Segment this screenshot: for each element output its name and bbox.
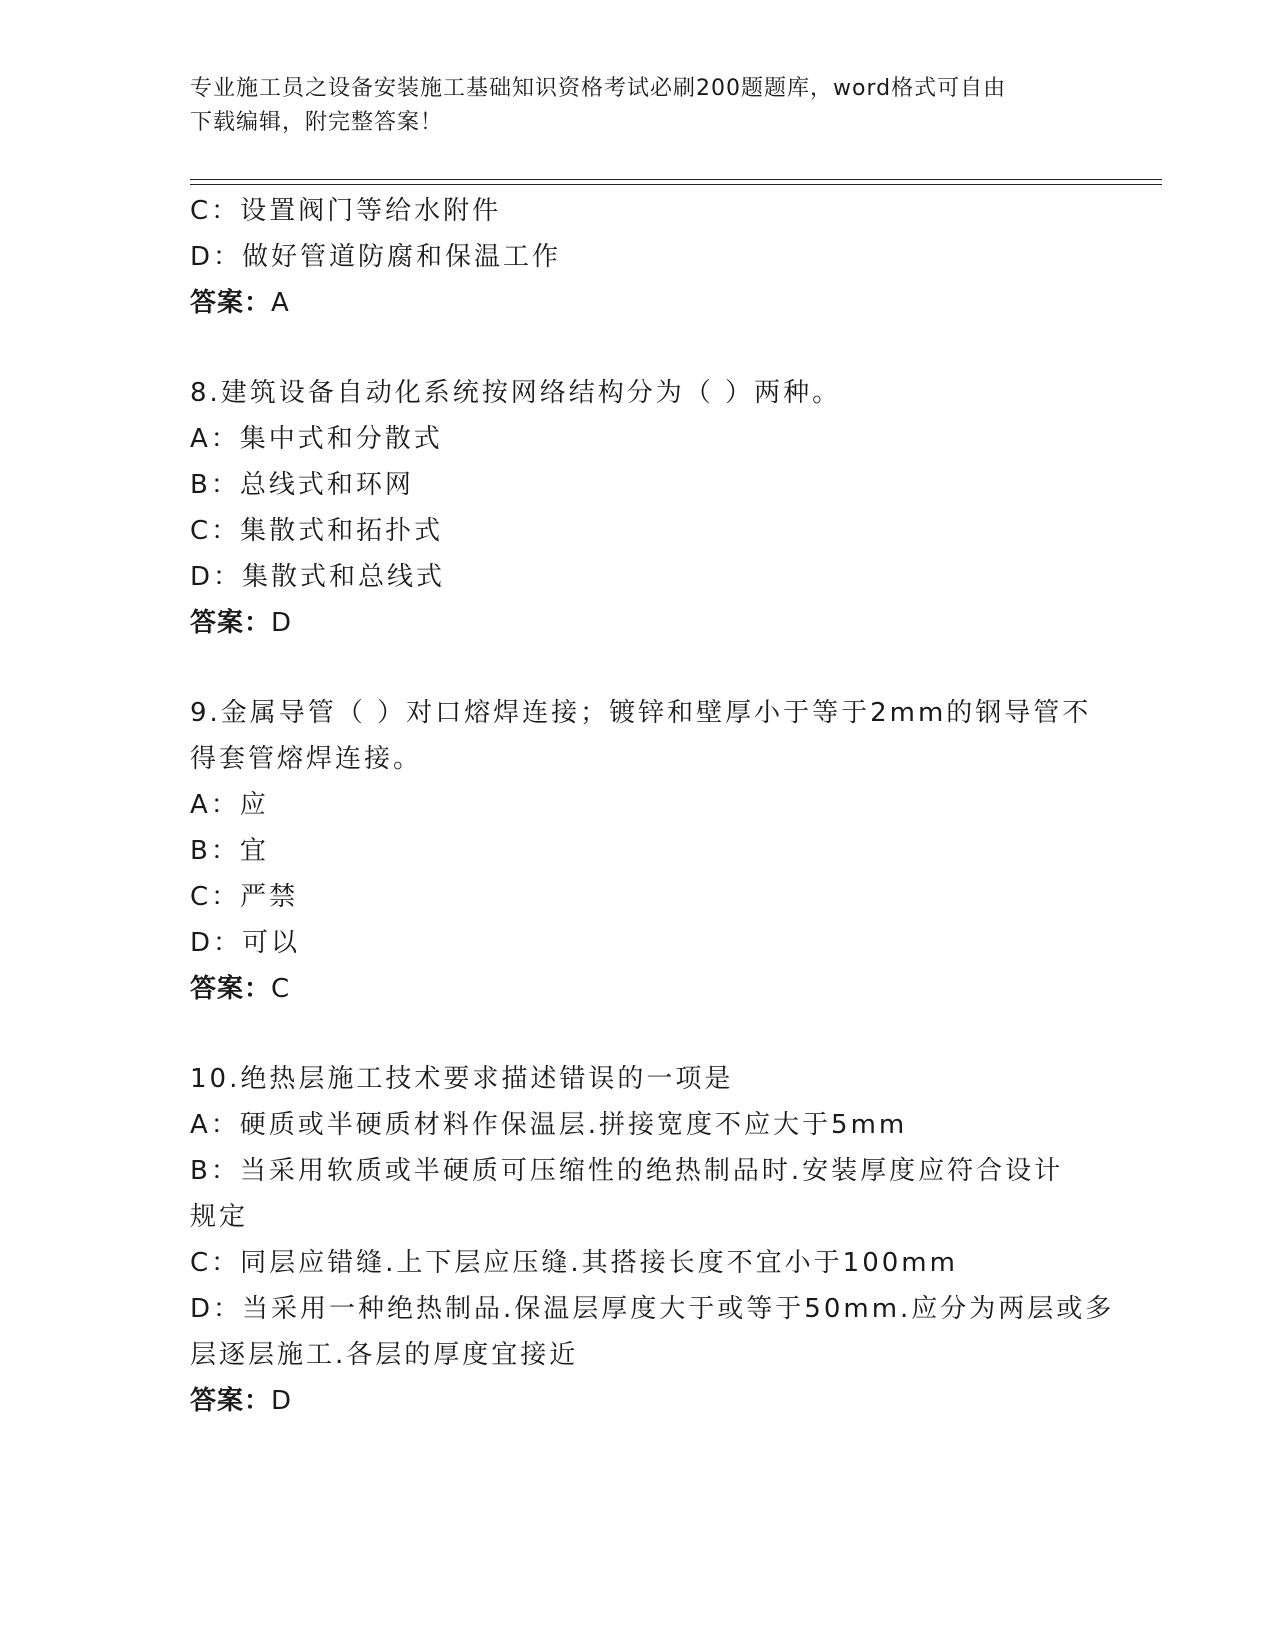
- q10-option-a: A：硬质或半硬质材料作保温层.拼接宽度不应大于5mm: [190, 1110, 908, 1140]
- q10-option-d-line1: D：当采用一种绝热制品.保温层厚度大于或等于50mm.应分为两层或多: [190, 1294, 1115, 1324]
- q8-option-a: A：集中式和分散式: [190, 424, 443, 454]
- header-title-line2: 下载编辑，附完整答案！: [190, 110, 444, 135]
- q7-answer: [190, 280, 1090, 326]
- question-8: [190, 370, 1090, 646]
- q9-option-d: D：可以: [190, 928, 301, 958]
- q9-option-b: B：宜: [190, 836, 269, 866]
- answer-value: D: [271, 608, 293, 638]
- q9-option-c: C：严禁: [190, 882, 299, 912]
- answer-value: D: [271, 1386, 293, 1416]
- answer-value: C: [271, 974, 291, 1004]
- q9-stem-line1: 9.金属导管（ ）对口熔焊连接；镀锌和壁厚小于等于2mm的钢导管不: [190, 698, 1092, 728]
- q8-option-d: D：集散式和总线式: [190, 562, 446, 592]
- q7-option-c: C：设置阀门等给水附件: [190, 196, 502, 226]
- q9-option-a: A：应: [190, 790, 269, 820]
- answer-label: 答案：: [190, 1386, 272, 1416]
- q8-stem: 8.建筑设备自动化系统按网络结构分为（ ）两种。: [190, 378, 842, 408]
- answer-label: 答案：: [190, 974, 272, 1004]
- question-10: [190, 1056, 1115, 1424]
- q10-stem: 10.绝热层施工技术要求描述错误的一项是: [190, 1064, 734, 1094]
- answer-label: 答案：: [190, 608, 272, 638]
- q8-answer: [190, 600, 1090, 646]
- answer-value: A: [271, 288, 290, 318]
- q10-option-c: C：同层应错缝.上下层应压缝.其搭接长度不宜小于100mm: [190, 1248, 958, 1278]
- question-9: [190, 690, 1090, 1012]
- header-title-line1: 专业施工员之设备安装施工基础知识资格考试必刷200题题库，word格式可自由: [190, 76, 1007, 101]
- question-7-tail: [190, 188, 1090, 326]
- q8-option-c: C：集散式和拓扑式: [190, 516, 444, 546]
- q10-option-b-line1: B：当采用软质或半硬质可压缩性的绝热制品时.安装厚度应符合设计: [190, 1156, 1064, 1186]
- header-divider-bottom: [190, 184, 1162, 185]
- q7-option-d: D：做好管道防腐和保温工作: [190, 242, 562, 272]
- q8-option-b: B：总线式和环网: [190, 470, 414, 500]
- q10-option-b-line2: 规定: [190, 1202, 249, 1232]
- q9-stem-line2: 得套管熔焊连接。: [190, 744, 423, 774]
- q10-answer: [190, 1378, 1090, 1424]
- document-header: [190, 72, 1090, 140]
- q9-answer: [190, 966, 1090, 1012]
- answer-label: 答案：: [190, 288, 272, 318]
- question-content: [190, 188, 1115, 1424]
- header-divider-top: [190, 179, 1162, 180]
- q10-option-d-line2: 层逐层施工.各层的厚度宜接近: [190, 1340, 579, 1370]
